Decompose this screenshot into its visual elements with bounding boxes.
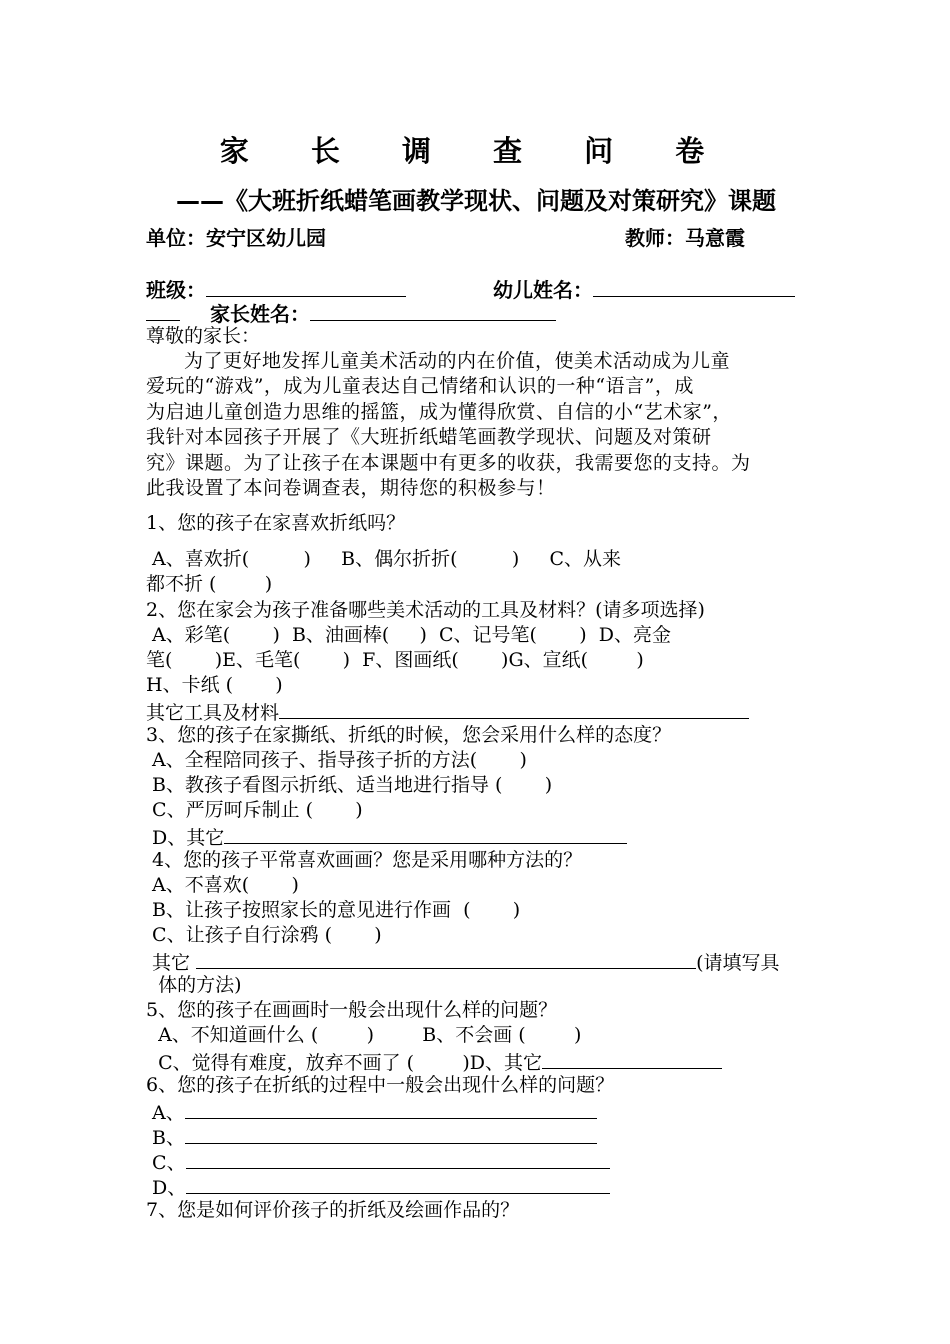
q2-other-field bbox=[146, 698, 749, 725]
intro-line: 为启迪儿童创造力思维的摇篮，成为懂得欣赏、自信的小“艺术家”， bbox=[146, 401, 732, 423]
child-name-blank-tail[interactable] bbox=[146, 300, 180, 321]
class-field bbox=[146, 276, 406, 302]
class-label: 班级： bbox=[146, 278, 206, 302]
q5-options: A、不知道画什么 ( ) B、不会画 ( ) bbox=[146, 1024, 582, 1046]
q4-option-b: B、让孩子按照家长的意见进行作画 ( ) bbox=[146, 899, 521, 921]
q6-answer-b bbox=[146, 1123, 597, 1150]
intro-line: 爱玩的“游戏”，成为儿童表达自己情绪和认识的一种“语言”，成 bbox=[146, 375, 694, 397]
q1-question: 1、您的孩子在家喜欢折纸吗？ bbox=[146, 512, 406, 534]
q7-question: 7、您是如何评价孩子的折纸及绘画作品的？ bbox=[146, 1199, 520, 1221]
q2-question: 2、您在家会为孩子准备哪些美术活动的工具及材料？(请多项选择) bbox=[146, 599, 705, 621]
child-name-blank[interactable] bbox=[593, 276, 795, 297]
q6-blank-a[interactable] bbox=[185, 1098, 597, 1119]
q1-options: A、喜欢折( ) B、偶尔折折( ) C、从来 bbox=[146, 548, 622, 570]
q6-answer-c bbox=[146, 1148, 610, 1175]
q4-other-field bbox=[146, 948, 780, 975]
q5-options-cont bbox=[146, 1048, 722, 1075]
q4-question: 4、您的孩子平常喜欢画画？您是采用哪种方法的？ bbox=[146, 849, 583, 871]
class-blank[interactable] bbox=[206, 276, 406, 297]
q6-blank-c[interactable] bbox=[186, 1148, 610, 1169]
q2-options: A、彩笔( ) B、油画棒( ) C、记号笔( ) D、亮金 bbox=[146, 624, 671, 646]
q3-option-d-label: D、其它 bbox=[146, 827, 225, 849]
q5-question: 5、您的孩子在画画时一般会出现什么样的问题？ bbox=[146, 999, 558, 1021]
child-name-field bbox=[493, 276, 795, 302]
q6-question: 6、您的孩子在折纸的过程中一般会出现什么样的问题？ bbox=[146, 1074, 615, 1096]
q1-options-cont: 都不折 ( ) bbox=[146, 573, 273, 595]
unit-label: 单位：安宁区幼儿园 bbox=[146, 226, 326, 250]
intro-line: 此我设置了本问卷调查表，期待您的积极参与！ bbox=[146, 477, 556, 499]
q6-answer-d-label: D、 bbox=[146, 1177, 187, 1199]
q2-other-label: 其它工具及材料 bbox=[146, 702, 280, 724]
q3-option-b: B、教孩子看图示折纸、适当地进行指导 ( ) bbox=[146, 774, 553, 796]
q3-option-c: C、严厉呵斥制止 ( ) bbox=[146, 799, 363, 821]
q4-option-a: A、不喜欢( ) bbox=[146, 874, 299, 896]
q4-other-cont: 体的方法) bbox=[146, 974, 242, 996]
q4-other-blank[interactable] bbox=[196, 948, 696, 969]
q3-other-blank[interactable] bbox=[224, 823, 627, 844]
parent-name-label: 家长姓名： bbox=[210, 302, 310, 326]
page-title: 家 长 调 查 问 卷 bbox=[219, 134, 731, 168]
q5-options-cont-text: C、觉得有难度，放弃不画了 ( )D、其它 bbox=[146, 1052, 543, 1074]
q3-question: 3、您的孩子在家撕纸、折纸的时候，您会采用什么样的态度？ bbox=[146, 724, 672, 746]
q3-option-a: A、全程陪同孩子、指导孩子折的方法( ) bbox=[146, 749, 527, 771]
q6-blank-d[interactable] bbox=[186, 1173, 610, 1194]
q3-option-d bbox=[146, 823, 627, 850]
q2-options-cont: 笔( )E、毛笔( ) F、图画纸( )G、宣纸( ) bbox=[146, 649, 644, 671]
q6-answer-b-label: B、 bbox=[146, 1127, 186, 1149]
parent-name-field bbox=[210, 300, 556, 326]
q5-other-blank[interactable] bbox=[542, 1048, 722, 1069]
teacher-label: 教师：马意霞 bbox=[625, 226, 745, 250]
q6-answer-a-label: A、 bbox=[146, 1102, 185, 1124]
intro-line: 究》课题。为了让孩子在本课题中有更多的收获，我需要您的支持。为 bbox=[146, 452, 751, 474]
q6-answer-d bbox=[146, 1173, 610, 1200]
intro-line: 为了更好地发挥儿童美术活动的内在价值，使美术活动成为儿童 bbox=[184, 350, 731, 372]
greeting: 尊敬的家长： bbox=[146, 325, 261, 347]
parent-name-blank[interactable] bbox=[310, 300, 556, 321]
q6-answer-c-label: C、 bbox=[146, 1152, 186, 1174]
q6-answer-a bbox=[146, 1098, 597, 1125]
child-name-blank-cont bbox=[146, 300, 180, 327]
intro-line: 我针对本园孩子开展了《大班折纸蜡笔画教学现状、问题及对策研 bbox=[146, 426, 712, 448]
page-subtitle: ——《大班折纸蜡笔画教学现状、问题及对策研究》课题 bbox=[176, 187, 776, 215]
q2-options-cont: H、卡纸 ( ) bbox=[146, 674, 283, 696]
q4-other-label: 其它 bbox=[146, 952, 197, 974]
child-name-label: 幼儿姓名： bbox=[493, 278, 593, 302]
q6-blank-b[interactable] bbox=[185, 1123, 597, 1144]
q2-other-blank[interactable] bbox=[279, 698, 749, 719]
q4-other-suffix: (请填写具 bbox=[696, 952, 780, 974]
q4-option-c: C、让孩子自行涂鸦 ( ) bbox=[146, 924, 382, 946]
